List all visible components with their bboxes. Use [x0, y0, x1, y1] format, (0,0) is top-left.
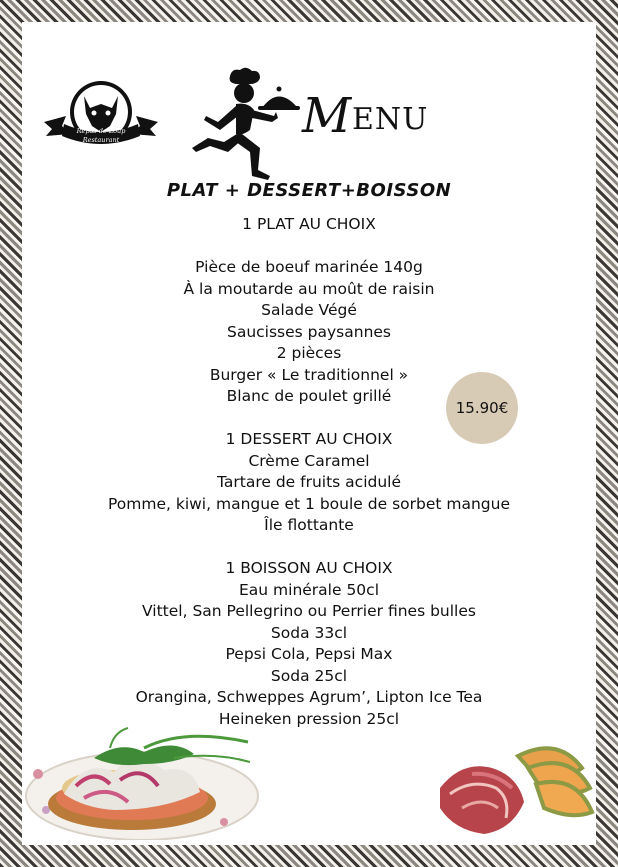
page-title: PLAT + DESSERT+BOISSON: [166, 180, 452, 201]
section-heading-desserts: 1 DESSERT AU CHOIX: [225, 430, 393, 448]
restaurant-logo: [40, 78, 162, 158]
plat-item: Pièce de boeuf marinée 140g: [195, 258, 423, 276]
section-heading-plats: 1 PLAT AU CHOIX: [242, 215, 376, 233]
plat-item: Blanc de poulet grillé: [226, 387, 392, 405]
dessert-item: Tartare de fruits acidulé: [216, 473, 402, 491]
melon-ham-image: [432, 738, 596, 838]
menu-heading: [302, 88, 442, 142]
boisson-item: Vittel, San Pellegrino ou Perrier fines bulles: [142, 602, 476, 620]
plat-item: À la moutarde au moût de raisin: [183, 279, 435, 298]
menu-content: [0, 214, 618, 730]
menu-heading-initial: M: [302, 88, 352, 144]
boisson-item: Heineken pression 25cl: [218, 709, 400, 728]
boisson-item: Soda 25cl: [270, 666, 348, 685]
section-heading-boissons: 1 BOISSON AU CHOIX: [225, 559, 393, 577]
logo-text-top: Repas de Loup: [76, 127, 126, 135]
dessert-item: Île flottante: [264, 516, 354, 534]
boisson-item: Eau minérale 50cl: [239, 580, 379, 599]
plat-item: Saucisses paysannes: [226, 322, 392, 341]
salad-plate-image: [24, 718, 260, 840]
plat-item: Salade Végé: [261, 301, 357, 319]
boisson-item: Soda 33cl: [270, 623, 348, 642]
running-chef-icon: [178, 66, 308, 182]
dessert-item: Pomme, kiwi, mangue et 1 boule de sorbet mangue: [107, 494, 510, 513]
dessert-item: Crème Caramel: [248, 451, 370, 470]
boisson-item: Orangina, Schweppes Agrum’, Lipton Ice Tea: [135, 688, 483, 706]
plat-item: Burger « Le traditionnel »: [209, 365, 409, 384]
logo-text-bottom: Restaurant: [82, 136, 120, 144]
menu-heading-rest: ENU: [352, 102, 429, 137]
boisson-item: Pepsi Cola, Pepsi Max: [225, 645, 393, 663]
plat-item: 2 pièces: [276, 344, 342, 362]
price-badge: 15.90€: [446, 372, 518, 444]
